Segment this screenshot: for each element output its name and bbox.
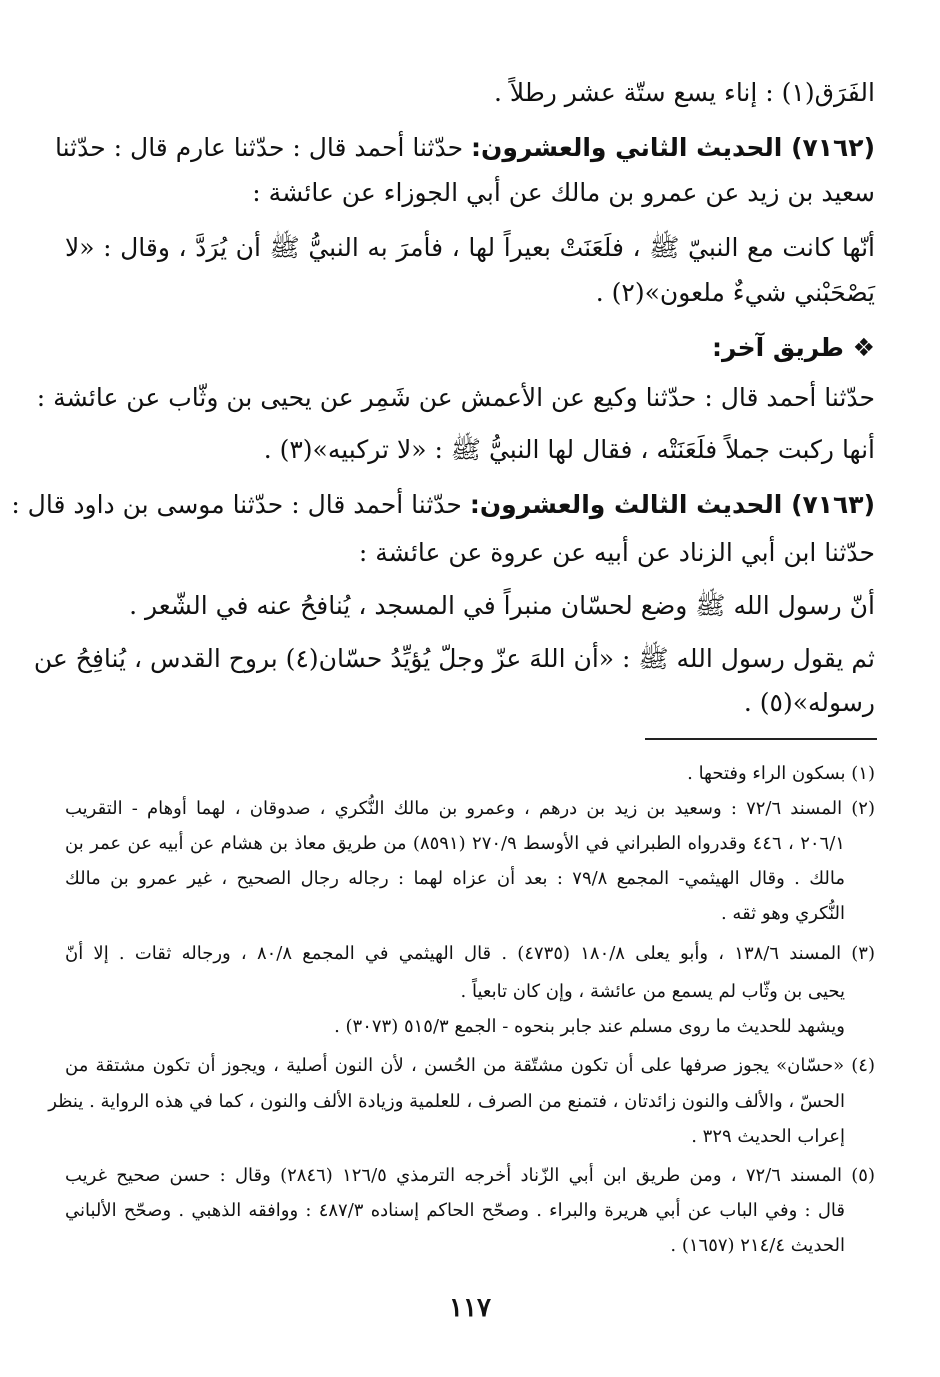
hadith-heading: (٧١٦٢) الحديث الثاني والعشرون:: [471, 133, 875, 162]
text-line: رسوله»(٥) .: [743, 688, 875, 717]
footnote-5-line: الحديث ٢١٤/٤ (١٦٥٧) .: [670, 1235, 845, 1256]
text-line: حدّثنا ابن أبي الزناد عن أبيه عن عروة عن عائشة :: [358, 538, 875, 567]
footnote-5-line: (٥) المسند ٧٢/٦ ، ومن طريق ابن أبي الزّناد أخرجه الترمذي ١٢٦/٥ (٢٨٤٦) وقال : حسن صحيح غريب: [65, 1165, 875, 1186]
other-route-heading: ❖ طريق آخر:: [712, 333, 875, 362]
footnote-2-line: ٢٠٦/١ ، ٤٤٦ وقدرواه الطبراني في الأوسط ٢٧٠/٩ (٨٥٩١) من طريق معاذ بن هشام عن أبيه عن عمر بن: [65, 833, 845, 854]
page-number: ١١٧: [449, 1293, 491, 1323]
footnote-5-line: قال : وفي الباب عن أبي هريرة والبراء . وصحّح الحاكم إسناده ٤٨٧/٣ : ووافقه الذهبي . وصحّح الألباني: [65, 1200, 845, 1221]
hadith-7163-line: [11, 490, 875, 519]
footnote-separator: [645, 738, 877, 740]
hadith-7162-line: [55, 133, 875, 162]
footnote-3-line: ويشهد للحديث ما روى مسلم عند جابر بنحوه - الجمع ٥١٥/٣ (٣٠٧٣) .: [334, 1016, 845, 1037]
footnote-2-line: مالك . وقال الهيثمي- المجمع ٧٩/٨ : بعد أن عزاه لهما : رجاله رجال الصحيح ، غير عمرو بن مالك: [65, 868, 845, 889]
text-line: حدّثنا أحمد قال : حدّثنا وكيع عن الأعمش عن شَمِر عن يحيى بن وثّاب عن عائشة :: [36, 383, 875, 412]
footnote-2-line: (٢) المسند ٧٢/٦ : وسعيد بن زيد بن درهم ، وعمرو بن مالك النُّكري ، صدوقان ، لهما أوهام - التقريب: [65, 798, 875, 819]
footnote-3-line: يحيى بن وثّاب لم يسمع من عائشة ، وإن كان تابعياً .: [460, 981, 845, 1002]
text-line: سعيد بن زيد عن عمرو بن مالك عن أبي الجوزاء عن عائشة :: [252, 178, 875, 207]
text-line: يَصْحَبْني شيءٌ ملعون»(٢) .: [595, 278, 875, 307]
footnote-4-line: (٤) «حسّان» يجوز صرفها على أن تكون مشتّقة من الحُسن ، لأن النون أصلية ، ويجوز أن تكون مشتقة من: [65, 1055, 875, 1076]
footnote-1: (١) بسكون الراء وفتحها .: [687, 763, 875, 784]
text-line: أنّها كانت مع النبيّ ﷺ ، فلَعَنَتْ بعيراً لها ، فأمرَ به النبيُّ ﷺ أن يُرَدَّ ، وقال : «لا: [65, 233, 875, 262]
text-line: أنّ رسول الله ﷺ وضع لحسّان منبراً في المسجد ، يُنافحُ عنه في الشّعر .: [129, 591, 875, 620]
text-line: أنها ركبت جملاً فلَعَنَتْه ، فقال لها النبيُّ ﷺ : «لا تركبيه»(٣) .: [263, 435, 875, 464]
text-line: ثم يقول رسول الله ﷺ : «أن اللهَ عزّ وجلّ يُؤيِّدُ حسّان(٤) بروح القدس ، يُنافِحُ عن: [33, 644, 875, 673]
footnote-3-line: (٣) المسند ١٣٨/٦ ، وأبو يعلى ١٨٠/٨ (٤٧٣٥) . قال الهيثمي في المجمع ٨٠/٨ ، ورجاله ثقات . إلا أنّ: [65, 943, 875, 964]
text-segment: حدّثنا أحمد قال : حدّثنا موسى بن داود قال :: [11, 490, 470, 519]
footnote-4-line: إعراب الحديث ٣٢٩ .: [691, 1126, 845, 1147]
hadith-heading: (٧١٦٣) الحديث الثالث والعشرون:: [469, 490, 875, 519]
footnote-2-line: النُّكري وهو ثقه .: [720, 903, 845, 924]
footnote-4-line: الحسّ ، والألف والنون زائدتان ، فتمنع من الصرف ، للعلمية وزيادة الألف والنون ، كما في هذه الرواية . ينظر: [48, 1091, 845, 1112]
text-segment: حدّثنا أحمد قال : حدّثنا عارم قال : حدّثنا: [55, 133, 471, 162]
text-line: الفَرَق(١) : إناء يسع ستّة عشر رطلاً .: [494, 78, 875, 107]
